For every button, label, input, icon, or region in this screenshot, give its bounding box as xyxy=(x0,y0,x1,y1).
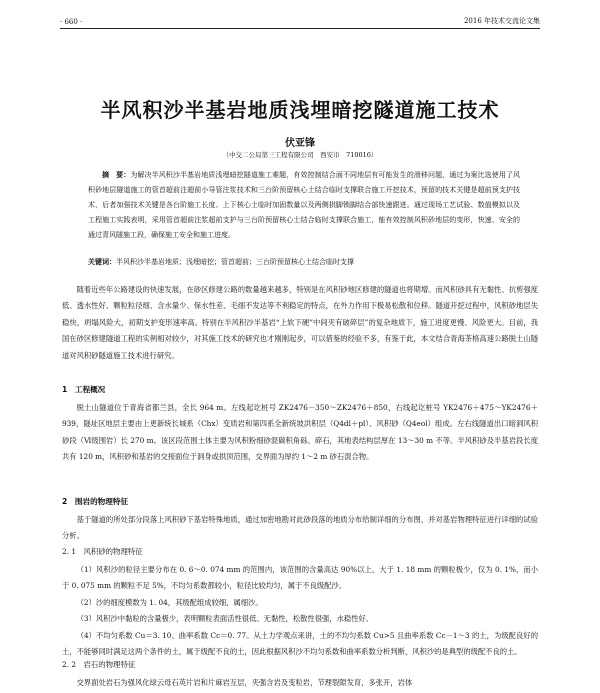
abstract-text: 为解决半风积沙半基岩地质浅埋暗挖隧道施工难题，有效控制结合面不同地层有可能发生的滑移问题，通过为案比选使用了风积砂地层隧道施工的管首超前注超前小导管注浆技术和三台阶预留核心土结合临时支撑联合施工开挖技术，预留的技术关键是超前预支护技术，后者加强技术关键是各台阶施工长度、上下核心土临时加固数量以及两侧拱脚锁脚结合部快速跟进。通过现场工艺试验、数值模拟以及工程施工实践表明，采用管首超前注浆超前支护与三台阶预留核心土结合临时支撑联合施工，能有效控制风积砂地层的变形，快速、安全的通过青风隧施工段，确保施工安全和施工进度。 xyxy=(88,171,521,239)
section-body xyxy=(62,512,538,545)
section-heading: 1 工程概况 xyxy=(62,385,106,394)
subsection-heading: 2. 2 岩石的物理特征 xyxy=(62,660,136,669)
page-header xyxy=(60,10,540,29)
paper-title: 半风积沙半基岩地质浅埋暗挖隧道施工技术 xyxy=(100,98,500,122)
subsection-paragraph: （4）不均匀系数 Cu＝3. 10、曲率系数 Cc＝0. 77。从土力学观点来讲，土的不均匀系数 Cu>5 且曲率系数 Cc－1～3 的土，为级配良好的土，不能够同时满足这两个条件的土，属于级配不良的土，因此根据风积沙不均匀系数和曲率系数分析判断，风积沙的是典型的级配不良的土。 xyxy=(62,630,538,657)
intro-paragraph: 随着近些年公路建设的快速发展，在砂区修建公路的数量越来越多，特别是在风积砂地区修建的隧道也将期增。而风积砂具有无黏性、抗剪强度低、透水性好、颗粒粒径细、含水量少、保水性差、毛细不发达等不利稳定的特点，在外力作用下极易松散和位移。隧道开挖过程中，风积砂地层失稳快，坍塌风险大，初期支护变形速率高。特别在半风积沙半基岩“上软下硬”中间夹有破碎层”的复杂地质下，施工进度更慢、风险更大。目前，我国在砂区修建隧道工程的实例相对较少，对其施工技术的研究也才刚刚起步，可以借鉴的经验不多，有鉴于此，本文结合青海茶格高速公路脱土山隧道对风积砂隧道施工技术进行研究。 xyxy=(62,285,538,360)
section-paragraph: 脱土山隧道位于青海省都兰县，全长 964 m。左线起讫桩号 ZK2476－350～ZK2476＋850，右线起讫桩号 YK2476＋475～YK2476＋939，隧址区地层主要由上更新统长城系（Chx）变质岩和第四系全新统坡洪积层（Q4dl＋pl）、风积砂（Q4eol）组成。左右线隧道出口暗洞风积砂段（Ⅵ级围岩）长 270 m。该区段范围土体主要为风积粉细砂混碳积角砾、碎石，其地表结构层厚在 13～30 m 不等。半风积砂及半基岩段长度共有 120 m，风积砂和基岩的交接面位于洞身或拱顶范围，交界面为厚约 1～2 m 砂石混合物。 xyxy=(62,403,538,462)
keywords-label: 关键词： xyxy=(88,258,116,266)
section-heading: 2 围岩的物理特征 xyxy=(62,497,129,506)
section-body xyxy=(62,400,538,466)
subsection-body xyxy=(62,562,538,660)
subsection-paragraph: （3）风积沙中黏粒的含量极少，表明颗粒表面活性很低、无黏性，松散性很强，水稳性好。 xyxy=(76,614,374,624)
subsection-paragraph: （2）沙的细度模数为 1. 04，其级配组成较细，属细沙。 xyxy=(76,597,263,607)
subsection-body xyxy=(62,675,538,691)
page-number: · 660 · xyxy=(60,18,83,26)
author-affiliation: （中交二公局第三工程有限公司 西安市 710016） xyxy=(222,151,378,159)
subsection-heading: 2. 1 风积砂的物理特征 xyxy=(62,547,143,556)
author-name: 伏亚锋 xyxy=(285,138,315,149)
keywords-text: 半风积沙半基岩地质；浅埋暗挖；管首超前；三台阶预留核心土结合临时支撑 xyxy=(116,258,354,266)
introduction xyxy=(62,282,538,364)
subsection-paragraph: 交界面处岩石为强风化绿云母石英片岩和片麻岩互层，夹强含岩及变粒岩，节理裂隙发育，多张开，岩体 xyxy=(76,678,413,687)
section-paragraph: 基于隧道的所处部分段落上风积砂下基岩特殊地质，通过加密地勘对此砂段落的地质分布给制详细的分布图，并对基岩物理特征进行详细的试验分析。 xyxy=(62,515,538,541)
subsection-paragraph: （1）风积沙的粒径主要分布在 0. 6～0. 074 mm 的范围内，该范围的含量高达 90%以上，大于 1. 18 mm 的颗粒极少，仅为 0. 1%，而小于 0. 075 mm 的颗粒不足 5%，不均匀系数都较小，粒径比较均匀，属于不良级配沙。 xyxy=(62,565,538,591)
abstract-label: 摘 要： xyxy=(102,171,131,179)
keywords xyxy=(88,256,520,268)
abstract xyxy=(88,168,520,243)
journal-name: 2016 年技术交流论文集 xyxy=(463,17,540,25)
